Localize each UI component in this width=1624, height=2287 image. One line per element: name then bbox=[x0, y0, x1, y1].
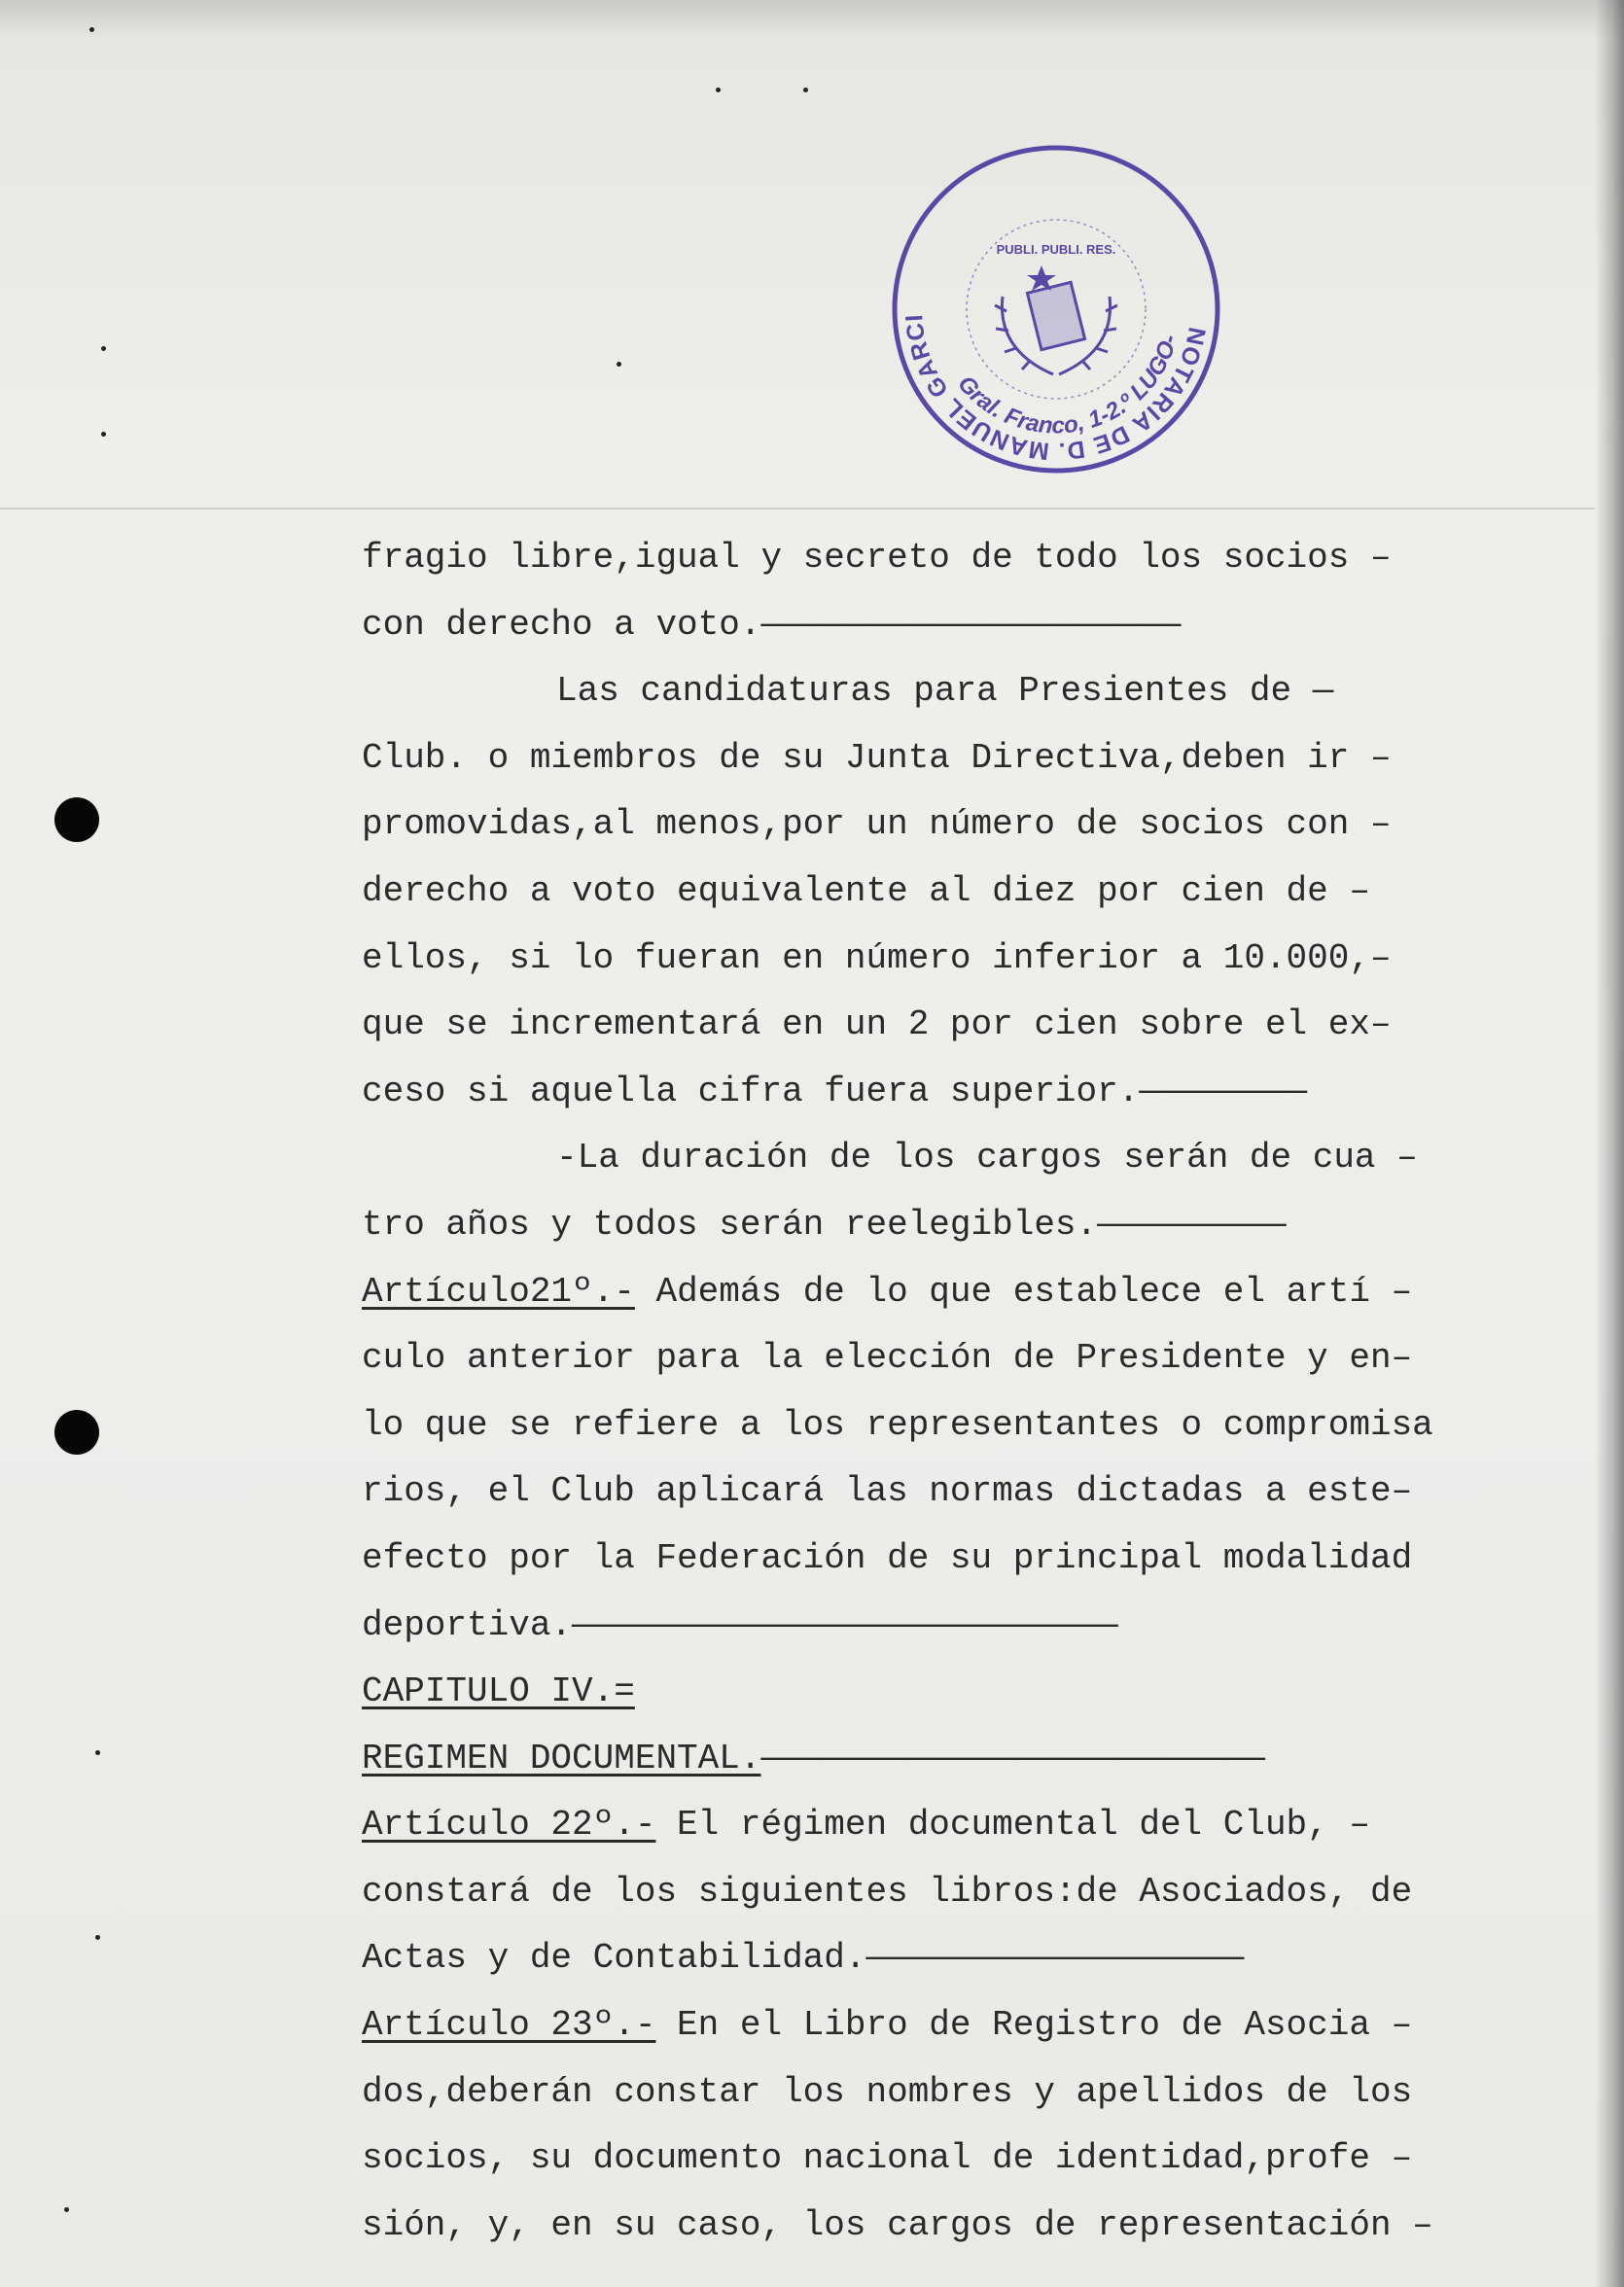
line-text: Las candidaturas para Presientes de — bbox=[556, 671, 1334, 712]
line-text: Además de lo que establece el artí – bbox=[634, 1271, 1413, 1312]
line-text: ceso si aquella cifra fuera superior.———————— bbox=[362, 1071, 1308, 1111]
text-line bbox=[362, 1659, 1490, 1726]
line-text: dos,deberán constar los nombres y apellidos de los bbox=[362, 2071, 1413, 2112]
section-heading: REGIMEN DOCUMENTAL. bbox=[362, 1738, 761, 1778]
line-text: deportiva.—————————————————————————— bbox=[362, 1604, 1118, 1645]
line-text: ellos, si lo fueran en número inferior a 10.000,– bbox=[362, 937, 1392, 978]
text-line bbox=[362, 1593, 1490, 1660]
line-text: con derecho a voto.———————————————————— bbox=[362, 604, 1182, 645]
line-text: culo anterior para la elección de Presidente y en– bbox=[362, 1338, 1413, 1379]
text-line bbox=[362, 792, 1490, 859]
line-text: efecto por la Federación de su principal modalidad bbox=[362, 1537, 1413, 1578]
speck bbox=[95, 1750, 100, 1755]
line-text: que se incrementará en un 2 por cien sobre el ex– bbox=[362, 1004, 1392, 1045]
notary-seal-icon bbox=[888, 141, 1224, 477]
line-text: sión, y, en su caso, los cargos de representación – bbox=[362, 2204, 1433, 2245]
page-right-edge bbox=[1595, 0, 1624, 2287]
notary-stamp bbox=[888, 141, 1224, 477]
text-line bbox=[362, 926, 1490, 993]
section-heading: Artículo 22º.- bbox=[362, 1805, 656, 1846]
line-text: lo que se refiere a los representantes o compromisa bbox=[362, 1404, 1433, 1445]
speck bbox=[617, 362, 621, 367]
speck bbox=[95, 1935, 100, 1940]
text-line bbox=[362, 1392, 1490, 1460]
text-line bbox=[362, 658, 1490, 725]
line-text: derecho a voto equivalente al diez por cien de – bbox=[362, 870, 1370, 911]
speck bbox=[101, 432, 106, 437]
text-line bbox=[362, 525, 1490, 592]
punch-hole-top bbox=[54, 797, 99, 842]
stamp-lower-text: Gral. Franco, 1-2.º LUGO- bbox=[952, 332, 1183, 440]
text-line bbox=[362, 1859, 1490, 1926]
text-line bbox=[362, 1526, 1490, 1593]
line-text: -La duración de los cargos serán de cua – bbox=[556, 1138, 1418, 1179]
speck bbox=[101, 346, 106, 351]
page-top-shadow bbox=[0, 0, 1624, 39]
line-text: ———————————————————————— bbox=[760, 1738, 1265, 1778]
text-line bbox=[362, 1792, 1490, 1859]
text-line bbox=[362, 1726, 1490, 1793]
text-line bbox=[362, 2059, 1490, 2127]
text-line bbox=[362, 592, 1490, 659]
line-text: promovidas,al menos,por un número de socios con – bbox=[362, 804, 1392, 845]
text-line bbox=[362, 859, 1490, 926]
line-text: constará de los siguientes libros:de Asociados, de bbox=[362, 1871, 1413, 1912]
section-heading: CAPITULO IV.= bbox=[362, 1671, 635, 1712]
line-text: El régimen documental del Club, – bbox=[655, 1805, 1370, 1846]
text-line bbox=[362, 1459, 1490, 1526]
text-line bbox=[362, 1059, 1490, 1126]
text-line bbox=[362, 1259, 1490, 1326]
speck bbox=[64, 2207, 69, 2212]
text-line bbox=[362, 2126, 1490, 2193]
text-line bbox=[362, 2193, 1490, 2260]
text-line bbox=[362, 1125, 1490, 1192]
line-text: rios, el Club aplicará las normas dictadas a este– bbox=[362, 1471, 1413, 1512]
text-line bbox=[362, 725, 1490, 792]
document-body bbox=[362, 525, 1490, 2259]
text-line bbox=[362, 1925, 1490, 1992]
line-text: fragio libre,igual y secreto de todo los socios – bbox=[362, 538, 1392, 578]
text-line bbox=[362, 1325, 1490, 1392]
speck bbox=[89, 27, 94, 32]
stamp-ring-text: NOTARIA DE D. MANUEL GARCI bbox=[900, 312, 1211, 466]
section-heading: Artículo 23º.- bbox=[362, 2005, 656, 2046]
line-text: En el Libro de Registro de Asocia – bbox=[655, 2005, 1413, 2046]
stamp-inner-text: PUBLI. PUBLI. RES. bbox=[996, 242, 1116, 257]
section-heading: Artículo21º.- bbox=[362, 1271, 635, 1312]
speck bbox=[803, 88, 808, 92]
text-line bbox=[362, 1192, 1490, 1259]
speck bbox=[716, 88, 721, 92]
line-text: tro años y todos serán reelegibles.————————— bbox=[362, 1204, 1287, 1245]
page-fold-line bbox=[0, 508, 1595, 510]
text-line bbox=[362, 1992, 1490, 2059]
punch-hole-bottom bbox=[54, 1410, 99, 1455]
text-line bbox=[362, 992, 1490, 1059]
line-text: Club. o miembros de su Junta Directiva,deben ir – bbox=[362, 737, 1392, 778]
stamp-emblem bbox=[995, 265, 1117, 374]
line-text: Actas y de Contabilidad.—————————————————— bbox=[362, 1938, 1245, 1979]
line-text: socios, su documento nacional de identidad,profe – bbox=[362, 2138, 1413, 2179]
